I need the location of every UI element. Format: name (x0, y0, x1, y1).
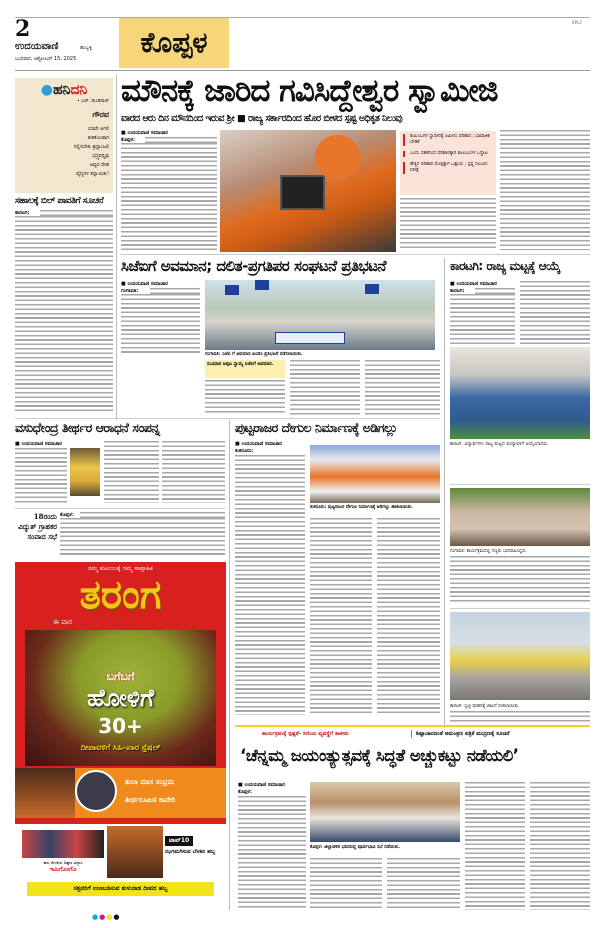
poem-line: ಅವ್ವನ ದೇಹ (89, 163, 109, 168)
dateline: ಕಾರಟಗಿ: (15, 210, 30, 216)
hani-dani-box (15, 78, 113, 193)
rule (450, 608, 590, 609)
highlight-item: ಹೆಚ್ಚಿನ ಪರಿಹಾರ ಮೊತ್ತಕ್ಕಾಗಿ ಒತ್ತಾಯ ; ಸ್ಪಷ್ಟ ನಿಲುವಿನ ನಿರೀಕ್ಷೆ (403, 162, 493, 174)
edition-tag: ಹುಬ್ಬಳ್ಳಿ (80, 45, 93, 51)
page-number: 2 (15, 16, 31, 42)
body-text (365, 360, 440, 415)
rule (15, 418, 440, 419)
poem-line: ಯಾರೇ ಆಗಲಿ (87, 127, 109, 132)
rule (120, 254, 590, 255)
masthead: ಉದಯವಾಣಿ (15, 41, 59, 52)
column-rule (229, 420, 230, 910)
meeting-photo (310, 782, 460, 842)
date: ಬುಧವಾರ, ಅಕ್ಟೋಬರ್ 15, 2025 (15, 56, 77, 62)
photo-caption: ಕಾರಟಗಿ: ವಿದ್ಯಾರ್ಥಿಗಳು ರಾಜ್ಯ ಮಟ್ಟದ ಪಂದ್ಯಾವಳಿಗೆ ಆಯ್ಕೆಯಾದರು. (450, 442, 549, 447)
body-text (121, 143, 217, 251)
page-code: KPL2 (572, 20, 582, 25)
photo-caption: ಗಂಗಾವತಿ: ಸಿಜೆಐ ಗೆ ಅವಮಾನ ಖಂಡಿಸಿ ಪ್ರತಿಭಟನೆ ನಡೆಸಲಾಯಿತು. (205, 352, 303, 357)
body-text (310, 858, 382, 910)
taranga-ad[interactable] (15, 562, 226, 910)
ad-brand: ತರಂಗ (79, 572, 162, 618)
idol-photo (70, 448, 100, 496)
ad-small1b: ಇಮಿಗೊಂಗೊ (49, 866, 77, 873)
ad-top-label: ಟಾಪ್10 (165, 836, 193, 846)
dateline: ಕೊಪ್ಪಳ: (121, 137, 135, 143)
ad-issue: ಈ ವಾರ (49, 618, 76, 627)
body-text (15, 216, 113, 414)
ad-top-text: ಝಗಮಗಿಸುವ ಬೆಳಕಿನ ಹಬ್ಬ (165, 849, 216, 855)
body-text (235, 455, 305, 715)
ad-tagline: ನಮ್ಮ ಕುಟುಂಬಕ್ಕೆ ನಮ್ಮ ಸಾಪ್ತಾಹಿಕ (88, 565, 153, 572)
quote-box: ಸಂವಿಧಾನ ಅಪ್ಪಟ ಸ್ವಾಮ್ಯ ಸಿಜೆಐಗೆ ಅವಮಾನ. (205, 360, 285, 378)
body-text (104, 441, 159, 503)
dani-title: ದನಿ (70, 82, 88, 98)
kicker-a: ಕಾರ್ಯಕ್ರಮಕ್ಕೆ ಸ್ಪಷ್ಟತೆ- ಸೀನಿಯ ವ್ಯವಸ್ಥೆಗೆ ತಾಕೀತು (262, 731, 349, 737)
dateline: ಗಂಗಾವತಿ: (121, 288, 139, 294)
body-text (15, 448, 67, 503)
body-text (530, 782, 590, 910)
byline: ■ ಉದಯವಾಣಿ ಸಮಾಚಾರ (121, 281, 168, 287)
photo-caption: ಕುಕನೂರು: ಪುಟ್ಟರಾಜರ ದೇಗುಲ ನಿರ್ಮಾಣಕ್ಕೆ ಅಡಿಗಲ್ಲು ಹಾಕಲಾಯಿತು. (310, 505, 413, 510)
team-photo (450, 347, 590, 439)
ad-feature1: ತುಲಾ ಮಾಸ ಸಂಭ್ರಮ (125, 778, 175, 786)
karatagi-headline: ಕಾರಟಗಿ: ರಾಜ್ಯ ಮಟ್ಟಕ್ಕೆ ಆಯ್ಕೆ (450, 259, 561, 273)
poem-line: ವೈದ್ಯಗಳ ತನ್ನಾಯಿತು! (76, 172, 109, 177)
lead-headline: ಮೌನಕ್ಕೆ ಜಾರಿದ ಗವಿಸಿದ್ದೇಶ್ವರ ಸ್ವಾಮೀಜಿ (121, 73, 498, 109)
ad-footer: ಸತ್ತವರಿಗೆ ಉಣಬಡಿಸುವ ತುಳುನಾಡ ದೀಪದ ಹಬ್ಬ (27, 882, 214, 896)
yellow-rule (235, 725, 590, 727)
body-text (60, 518, 225, 555)
ad-feature2: ತೀರ್ಥರೂಪಿಣಿ ಕಾವೇರಿ (125, 796, 176, 804)
body-text (377, 518, 440, 715)
ad-small1: ಹಸು ಸೆಗಣಿಯ ಚಿತ್ತಾರ ವಿನ್ಯಾಸ (43, 860, 83, 865)
rule (15, 508, 225, 509)
top-rule (15, 17, 590, 18)
body-text (500, 130, 590, 250)
byline: ■ ಉದಯವಾಣಿ ಸಮಾಚಾರ (450, 281, 497, 287)
ad-feature-band (15, 768, 226, 818)
brief-headline: 18ರಂದು ವಿದ್ಯುತ್ ಗ್ರಾಹಕರ ಸಂವಾದ ಸಭೆ (18, 512, 57, 541)
photo-caption: ಗಂಗಾವತಿ: ಕಾರ್ಯಕ್ರಮದಲ್ಲಿ ಗಣ್ಯರು ಭಾಗವಹಿಸಿದ್ದರು. (450, 549, 528, 554)
byline: ■ ಉದಯವಾಣಿ ಸಮಾಚಾರ (15, 441, 62, 447)
highlights-box (400, 131, 496, 195)
ad-bottom (15, 824, 226, 910)
dateline: ಕೊಪ್ಪಳ: (60, 512, 74, 518)
poem-line: ಭದ್ರ್ಯವಸ್ತ್ಯವು (91, 154, 109, 159)
poem-title: ಗೌರವ (92, 110, 109, 119)
body-text (520, 281, 590, 344)
byline: ■ ಉದಯವಾಣಿ ಸಮಾಚಾರ (238, 782, 285, 788)
rule (450, 484, 590, 485)
kicker-divider (411, 730, 412, 738)
dateline: ಕಾರಟಗಿ: (450, 288, 465, 294)
left-top-headline: ಸಹಾಲಕ್ಕೆ ಬಿಲ್ ಪಾವತಿಗೆ ಸೂಚನೆ (15, 196, 104, 206)
cji-headline: ಸಿಜೆಐಗೆ ಅವಮಾನ; ದಲಿತ-ಪ್ರಗತಿಪರ ಸಂಘಟನೆ ಪ್ರತಿಭಟನೆ (121, 257, 386, 275)
lead-photo (220, 130, 396, 252)
highlight-item: ಒಂದು ದಶಕದಿಂದ ಪರಿಹಾರಕ್ಕಾಗಿ ಕುಟುಂಬಗಳ ಒದ್ದಾಟ (403, 151, 493, 157)
section-title: ಕೊಪ್ಪಳ (140, 26, 208, 59)
ad-title: ಹೋಳಿಗೆ (87, 684, 154, 712)
registration-marks: ●●●● (92, 913, 121, 921)
section-banner (119, 18, 229, 68)
ceremony-photo (310, 445, 440, 503)
body-text (400, 198, 496, 250)
body-text (290, 360, 360, 415)
photo-caption: ಕೊಪ್ಪಳ: ಜಿಲ್ಲಾಡಳಿತ ಭವನದಲ್ಲಿ ಪೂರ್ವಭಾವಿ ಸಭೆ ನಡೆಯಿತು. (310, 845, 401, 850)
body-text (205, 380, 285, 415)
body-text (121, 294, 200, 354)
photo-caption: ಕಾರಟಗಿ: ಸ್ವಚ್ಛ ವಾಹನಕ್ಕೆ ಚಾಲನೆ ನೀಡಲಾಯಿತು. (450, 704, 520, 709)
dateline: ಕುಕನೂರು: (235, 448, 254, 454)
body-text (450, 711, 590, 722)
lead-subhead: ವಾರದ ಆರು ದಿನ ಮೌನದಿಂದ ಇರುವ ಶ್ರೀ ■ ರಾಜ್ಯ ಸರ್ಕಾರದಿಂದ ಹೊರ ಬೀಳದ ಸ್ಪಷ್ಟ ಅಧಿಕೃತ ನಿಲುವು (121, 113, 403, 124)
body-text (465, 782, 525, 910)
chennamma-headline: ‘ಚೆನ್ನಮ್ಮ ಜಯಂತ್ಯುತ್ಸವಕ್ಕೆ ಸಿದ್ಧತೆ ಅಚ್ಚುಕಟ್ಟು ನಡೆಯಲಿ’ (240, 746, 519, 765)
protest-photo (205, 280, 435, 350)
drop-icon: ● (40, 82, 53, 98)
body-text (310, 518, 372, 715)
byline: ■ ಉದಯವಾಣಿ ಸಮಾಚಾರ (235, 441, 282, 447)
body-text (387, 858, 460, 910)
ad-count: 30+ (98, 714, 143, 738)
dateline: ಕೊಪ್ಪಳ: (238, 789, 252, 795)
author: • ಎಚ್. ಡುಂಡಿರಾಜ್ (77, 99, 109, 104)
body-text (450, 556, 590, 604)
poem-line: ತೀರಿಕೊಂಡಾಗ (87, 136, 109, 141)
kicker-b: ಶಿಷ್ಟಾಚಾರದಂತೆ ಆಮಂತ್ರಣ ಪತ್ರಿಕೆ ಮುದ್ರಣಕ್ಕೆ ಸೂಚನೆ (416, 731, 510, 737)
vehicle-photo (450, 612, 590, 700)
column-rule (444, 258, 445, 728)
hani-title: ಹನಿ (52, 82, 71, 98)
body-text (450, 294, 515, 344)
ad-subtitle: ದೀಪಾವಳಿಗೆ ಸಿಹಿ-ಖಾರ ಸ್ಪೆಷಲ್ (80, 743, 161, 752)
column-rule (116, 75, 117, 420)
poem-line: ಸಲ್ಲಿಸಬೇಕು ಶ್ರದ್ಧಾಂಜಲಿ (73, 145, 109, 150)
body-text (238, 796, 306, 910)
highlight-item: ಕುಟುಂಬಗಳ ಸ್ವಾಧೀನಕ್ಕೆ ಜಮೀನು ಪರಿಹಾರ ; ಭಾವಾಜಿಕ ಬೇಡಿಕೆ (403, 134, 493, 146)
body-text (162, 441, 225, 503)
header-rule (15, 70, 590, 71)
ad-kicker: ಬಗೆಬಗೆ (106, 670, 135, 683)
group-photo (450, 488, 590, 546)
byline: ■ ಉದಯವಾಣಿ ಸಮಾಚಾರ (121, 130, 168, 136)
puttaraja-headline: ಪುಟ್ಟರಾಜರ ದೇಗುಲ ನಿರ್ಮಾಣಕ್ಕೆ ಅಡಿಗಲ್ಲು (235, 420, 398, 435)
vasudhendra-headline: ವಸುಧೇಂದ್ರ ತೀರ್ಥರ ಆರಾಧನೆ ಸಂಪನ್ನ (15, 420, 160, 435)
